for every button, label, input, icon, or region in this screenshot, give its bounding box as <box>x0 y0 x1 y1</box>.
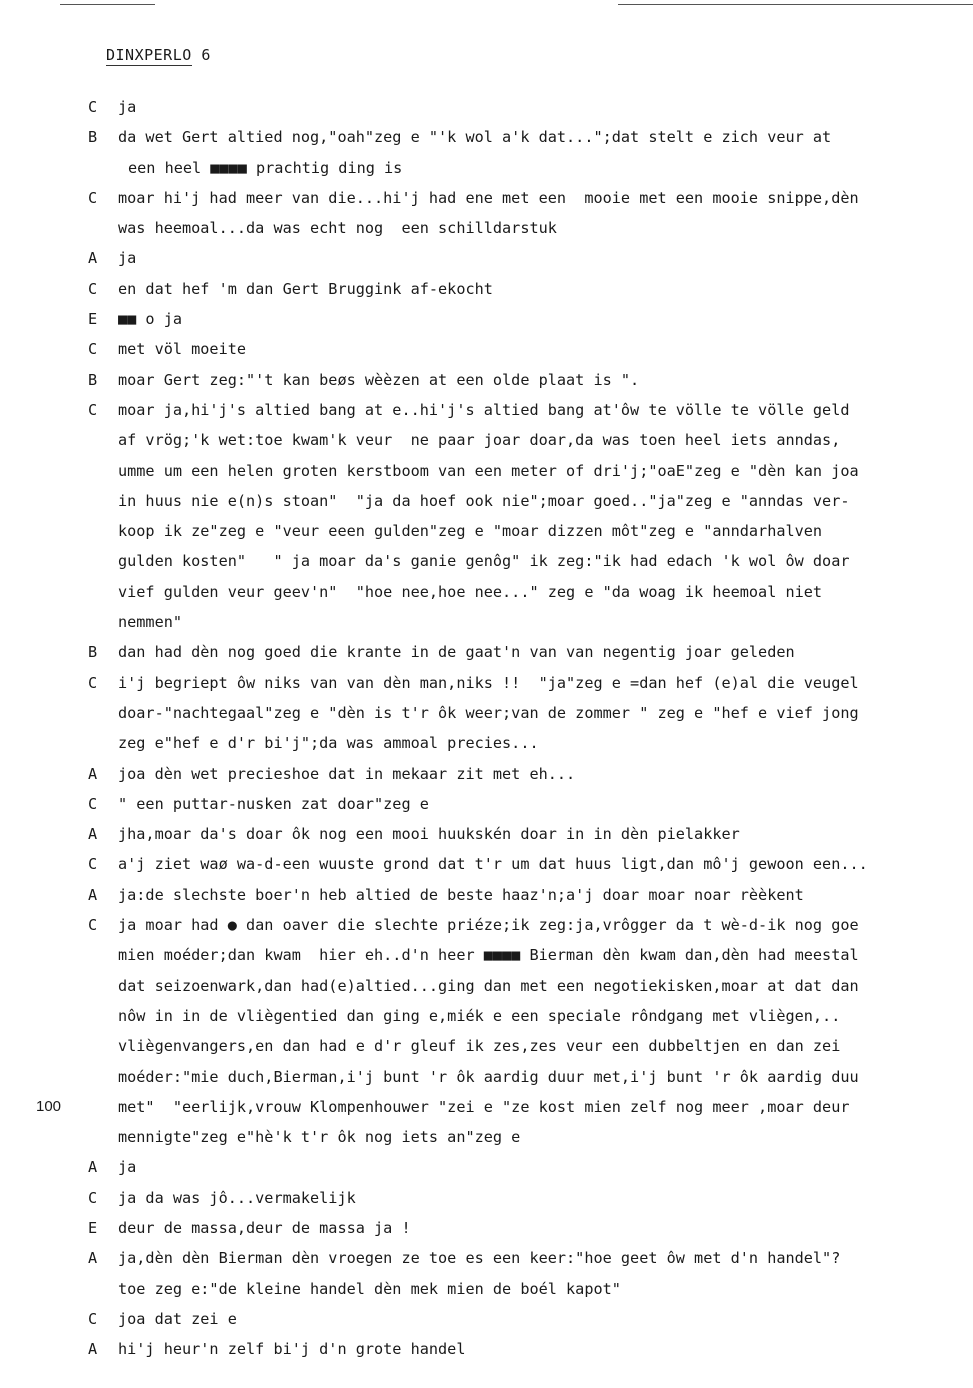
utterance-text: moar ja,hi'j's altied bang at e..hi'j's altied bang at'ôw te völle te völle geld <box>118 400 850 419</box>
utterance-text: ja moar had ● dan oaver die slechte priéze;ik zeg:ja,vrôgger da t wè-d-ik nog goe <box>118 916 859 935</box>
utterance-text: ja <box>118 98 137 116</box>
document-title: DINXPERLO <box>106 46 192 64</box>
transcript-line <box>0 880 973 910</box>
continuation-text: dat seizoenwark,dan had(e)altied...ging dan met een negotiekisken,moar at dat dan <box>118 976 859 995</box>
speaker-label: A <box>88 764 98 783</box>
speaker-label: E <box>88 310 98 329</box>
speaker-label: C <box>88 340 98 359</box>
transcript-line <box>0 1152 973 1182</box>
transcript-line <box>0 274 973 304</box>
transcript-line <box>0 395 973 425</box>
transcript-line <box>0 1274 973 1304</box>
speaker-label: C <box>88 794 98 813</box>
continuation-text: mennigte"zeg e"hè'k t'r ôk nog iets an"zeg e <box>118 1128 521 1147</box>
transcript-line <box>0 425 973 455</box>
transcript-line <box>0 365 973 395</box>
transcript-line <box>0 577 973 607</box>
transcript-line <box>0 971 973 1001</box>
transcript-line <box>0 1304 973 1334</box>
transcript-line <box>0 1062 973 1092</box>
transcript-line <box>0 728 973 758</box>
speaker-label: C <box>88 279 98 298</box>
transcript-line <box>0 819 973 849</box>
speaker-label: C <box>88 400 98 419</box>
transcript-line <box>0 607 973 637</box>
transcript <box>0 92 973 1364</box>
transcript-line <box>0 304 973 334</box>
utterance-text: a'j ziet waø wa-d-een wuuste grond dat t'r um dat huus ligt,dan mô'j gewoon een... <box>118 855 868 874</box>
transcript-line <box>0 122 973 152</box>
transcript-line <box>0 243 973 273</box>
transcript-line <box>0 1334 973 1364</box>
speaker-label: C <box>88 673 98 692</box>
utterance-text: ja <box>118 1158 137 1177</box>
utterance-text: ja <box>118 249 137 268</box>
continuation-text: umme um een helen groten kerstboom van een meter of dri'j;"oaE"zeg e "dèn kan joa <box>118 461 859 480</box>
transcript-line <box>0 153 973 183</box>
transcript-line <box>0 910 973 940</box>
speaker-label: A <box>88 249 98 268</box>
transcript-line <box>0 546 973 576</box>
speaker-label: B <box>88 370 98 389</box>
transcript-line <box>0 1243 973 1273</box>
speaker-label: B <box>88 643 98 662</box>
transcript-line <box>0 1092 973 1122</box>
transcript-line <box>0 1213 973 1243</box>
continuation-text: nemmen" <box>118 613 183 632</box>
speaker-label: C <box>88 98 98 116</box>
continuation-text: gulden kosten" " ja moar da's ganie genôg" ik zeg:"ik had edach 'k wol ôw doar <box>118 552 850 571</box>
continuation-text: zeg e"hef e d'r bi'j";da was ammoal precies... <box>118 734 539 753</box>
continuation-text: koop ik ze"zeg e "veur eeen gulden"zeg e "moar dizzen môt"zeg e "anndarhalven <box>118 522 823 541</box>
speaker-label: A <box>88 885 98 904</box>
utterance-text: deur de massa,deur de massa ja ! <box>118 1218 411 1237</box>
transcript-line <box>0 456 973 486</box>
utterance-text: moar Gert zeg:"'t kan beøs wèèzen at een olde plaat is ". <box>118 370 640 389</box>
transcript-line <box>0 334 973 364</box>
continuation-text: af vrög;'k wet:toe kwam'k veur ne paar joar doar,da was toen heel iets anndas, <box>118 431 841 450</box>
utterance-text: en dat hef 'm dan Gert Bruggink af-ekocht <box>118 279 493 298</box>
continuation-text: mien moéder;dan kwam hier eh..d'n heer ■■■■ Bierman dèn kwam dan,dèn had meestal <box>118 946 859 965</box>
utterance-text: dan had dèn nog goed die krante in de gaat'n van van negentig joar geleden <box>118 643 795 662</box>
speaker-label: A <box>88 825 98 844</box>
utterance-text: " een puttar-nusken zat doar"zeg e <box>118 794 429 813</box>
transcript-line <box>0 183 973 213</box>
continuation-text: een heel ■■■■ prachtig ding is <box>128 158 403 177</box>
speaker-label: E <box>88 1218 98 1237</box>
continuation-text: met" "eerlijk,vrouw Klompenhouwer "zei e "ze kost mien zelf nog meer ,moar deur <box>118 1097 850 1116</box>
top-rule-left <box>60 4 155 5</box>
transcript-line <box>0 213 973 243</box>
continuation-text: nôw in in de vliègentied dan ging e,miék e een speciale rôndgang met vliègen,.. <box>118 1006 841 1025</box>
utterance-text: i'j begriept ôw niks van van dèn man,niks !! "ja"zeg e =dan hef (e)al die veugel <box>118 673 859 692</box>
utterance-text: hi'j heur'n zelf bi'j d'n grote handel <box>118 1340 466 1359</box>
transcript-line <box>0 1031 973 1061</box>
continuation-text: vief gulden veur geev'n" "hoe nee,hoe nee..." zeg e "da woag ik heemoal niet <box>118 582 823 601</box>
transcript-line <box>0 668 973 698</box>
transcript-line <box>0 1122 973 1152</box>
continuation-text: moéder:"mie duch,Bierman,i'j bunt 'r ôk aardig duur met,i'j bunt 'r ôk aardig duu <box>118 1067 859 1086</box>
speaker-label: C <box>88 855 98 874</box>
utterance-text: joa dèn wet precieshoe dat in mekaar zit met eh... <box>118 764 576 783</box>
continuation-text: toe zeg e:"de kleine handel dèn mek mien de boél kapot" <box>118 1279 621 1298</box>
utterance-text: joa dat zei e <box>118 1309 237 1328</box>
utterance-text: met völ moeite <box>118 340 247 359</box>
transcript-line <box>0 789 973 819</box>
speaker-label: C <box>88 1309 98 1328</box>
continuation-text: vliègenvangers,en dan had e d'r gleuf ik zes,zes veur een dubbeltjen en dan zei <box>118 1037 841 1056</box>
continuation-text: doar-"nachtegaal"zeg e "dèn is t'r ôk weer;van de zommer " zeg e "hef e vief jong <box>118 703 859 722</box>
continuation-text: was heemoal...da was echt nog een schilldarstuk <box>118 219 557 238</box>
transcript-line <box>0 759 973 789</box>
transcript-line <box>0 637 973 667</box>
transcript-line <box>0 486 973 516</box>
transcript-line <box>0 940 973 970</box>
speaker-label: C <box>88 188 98 207</box>
continuation-text: in huus nie e(n)s stoan" "ja da hoef ook nie";moar goed.."ja"zeg e "anndas ver- <box>118 491 850 510</box>
utterance-text: jha,moar da's doar ôk nog een mooi huukskén doar in in dèn pielakker <box>118 825 740 844</box>
utterance-text: da wet Gert altied nog,"oah"zeg e "'k wol a'k dat...";dat stelt e zich veur at <box>118 128 832 147</box>
transcript-line <box>0 516 973 546</box>
utterance-text: moar hi'j had meer van die...hi'j had ene met een mooie met een mooie snippe,dèn <box>118 188 859 207</box>
transcript-line <box>0 1183 973 1213</box>
transcript-line <box>0 849 973 879</box>
speaker-label: A <box>88 1249 98 1268</box>
speaker-label: A <box>88 1158 98 1177</box>
speaker-label: B <box>88 128 98 147</box>
utterance-text: ja:de slechste boer'n heb altied de beste haaz'n;a'j doar moar noar rèèkent <box>118 885 804 904</box>
top-rule-right <box>618 4 973 5</box>
utterance-text: ■■ o ja <box>118 310 183 329</box>
page-number: 6 <box>201 46 211 64</box>
transcript-line <box>0 698 973 728</box>
utterance-text: ja,dèn dèn Bierman dèn vroegen ze toe es een keer:"hoe geet ôw met d'n handel"? <box>118 1249 841 1268</box>
utterance-text: ja da was jô...vermakelijk <box>118 1188 356 1207</box>
speaker-label: C <box>88 1188 98 1207</box>
speaker-label: C <box>88 916 98 935</box>
transcript-line <box>0 92 973 122</box>
speaker-label: A <box>88 1340 98 1359</box>
line-number: 100 <box>36 1097 62 1115</box>
transcript-line <box>0 1001 973 1031</box>
page-header <box>106 46 211 64</box>
